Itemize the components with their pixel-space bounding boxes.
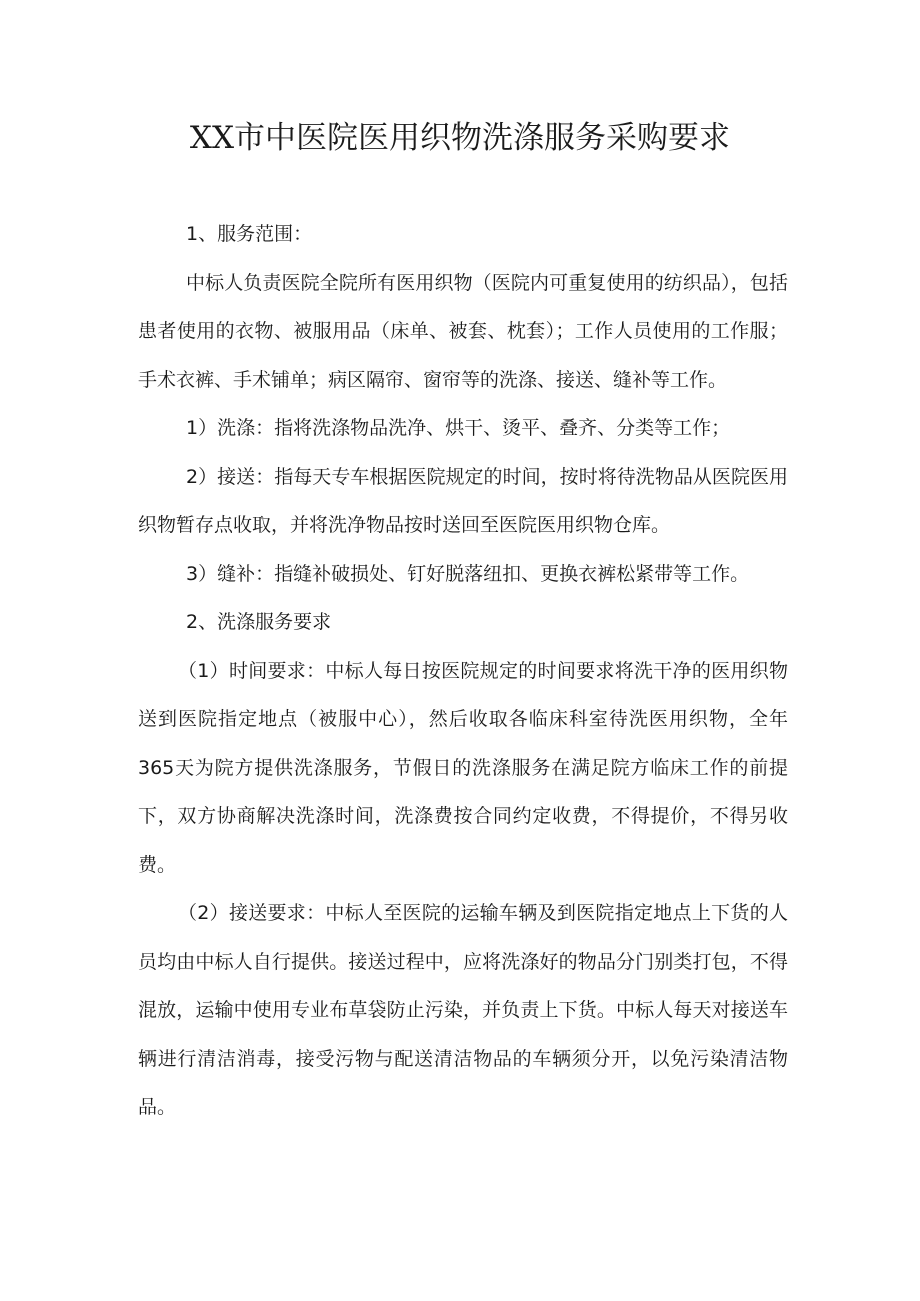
paragraph-pickup-delivery-requirements: （2）接送要求：中标人至医院的运输车辆及到医院指定地点上下货的人员均由中标人自行提供。接送过程中，应将洗涤好的物品分门别类打包，不得混放，运输中使用专业布草袋防止污染，并负责上下货。中标人每天对接送车辆进行清洁消毒，接受污物与配送清洁物品的车辆须分开，以免污染清洁物品。 [138,902,788,1118]
paragraph-service-scope-description: 中标人负责医院全院所有医用织物（医院内可重复使用的纺织品），包括患者使用的衣物、被服用品（床单、被套、枕套）；工作人员使用的工作服；手术衣裤、手术铺单；病区隔帘、窗帘等的洗涤、接送、缝补等工作。 [138,271,788,391]
list-item-mending: 3）缝补：指缝补破损处、钉好脱落纽扣、更换衣裤松紧带等工作。 [186,562,750,585]
section-heading-service-scope: 1、服务范围： [186,223,313,245]
paragraph-time-requirements: （1）时间要求：中标人每日按医院规定的时间要求将洗干净的医用织物送到医院指定地点（被服中心），然后收取各临床科室待洗医用织物，全年365天为院方提供洗涤服务，节假日的洗涤服务在满足院方临床工作的前提下，双方协商解决洗涤时间，洗涤费按合同约定收费，不得提价，不得另收费。 [138,659,788,876]
list-item-washing: 1）洗涤：指将洗涤物品洗净、烘干、烫平、叠齐、分类等工作； [186,417,731,439]
list-item-pickup-delivery: 2）接送：指每天专车根据医院规定的时间，按时将待洗物品从医院医用织物暂存点收取，并将洗净物品按时送回至医院医用织物仓库。 [138,465,788,536]
document-title: XX市中医院医用织物洗涤服务采购要求 [189,120,731,156]
document-body [138,210,788,1132]
section-heading-washing-requirements: 2、洗涤服务要求 [186,611,332,633]
